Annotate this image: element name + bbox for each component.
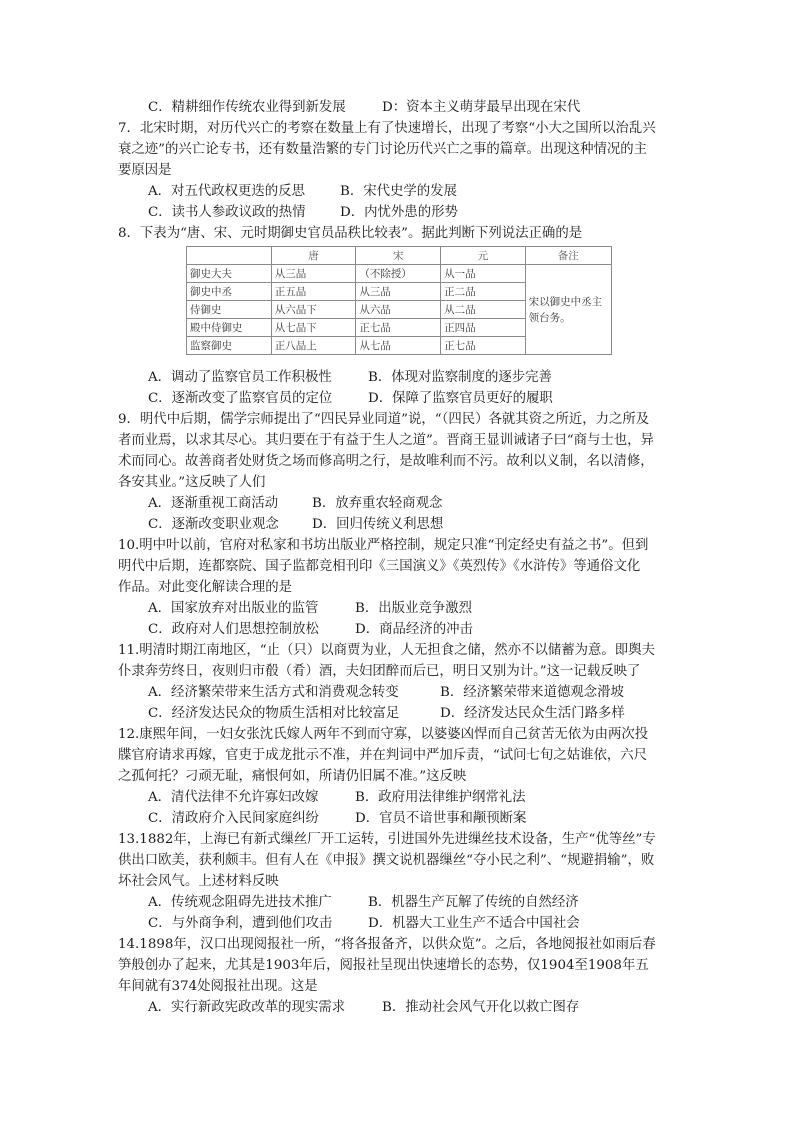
q10-option-B: B．出版业竞争激烈: [355, 601, 472, 616]
q10-option-C: C．政府对人们思想控制放松: [148, 622, 319, 637]
q9-stem-line: 术而同心。故善商者处财货之场而修高明之行，是故唯利而不污。故利以义制，名以清修，: [118, 454, 654, 469]
q11-option-A: A．经济繁荣带来生活方式和消费观念转变: [148, 685, 399, 700]
q7-stem-line: 7．北宋时期，对历代兴亡的考察在数量上有了快速增长，出现了考察“小大之国所以治乱兴: [118, 121, 656, 136]
table-header: 备注: [525, 247, 611, 265]
table-cell: 正四品: [441, 319, 526, 337]
table-cell: 从七品下: [271, 319, 356, 337]
q7-option-B: B．宋代史学的发展: [340, 184, 457, 199]
q9-stem-line: 9．明代中后期，儒学宗师提出了“四民异业同道”说，“（四民）各就其资之所近，力之所及: [118, 412, 650, 427]
q12-stem-line: 12.康熙年间，一妇女张沈氏嫁人两年不到而守寡，以婆婆凶悍而自己贫苦无依为由两次投: [118, 727, 649, 742]
q7-option-C: C．读书人参政议政的热情: [148, 205, 306, 220]
table-cell: 从六品下: [271, 301, 356, 319]
table-cell: 侍御史: [187, 301, 272, 319]
q13-stem-line: 13.1882年，上海已有新式缫丝厂开工运转，引进国外先进缫丝技术设备，生产“优等丝”专: [118, 832, 656, 847]
q14-stem-line: 笋般创办了起来，尤其是1903年后，阅报社呈现出快速增长的态势，仅1904至1908年五: [118, 958, 649, 973]
table-header: [187, 247, 272, 265]
table-cell: （不除授）: [356, 265, 441, 283]
q11-option-C: C．经济发达民众的物质生活相对比较富足: [148, 706, 400, 721]
table-cell: 正五品: [271, 283, 356, 301]
table-note: 宋以御史中丞主领台务。: [525, 265, 611, 355]
q12-option-C: C．清政府介入民间家庭纠纷: [148, 811, 319, 826]
q9-option-A: A．逐渐重视工商活动: [148, 496, 279, 511]
q11-stem-line: 仆隶奔劳终日，夜则归市殽（肴）酒，夫妇团醉而后已，明日又别为计。”这一记载反映了: [118, 664, 641, 679]
q7-stem-line: 衰之迹”的兴亡论专书，还有数量浩繁的专门讨论历代兴亡之事的篇章。出现这种情况的主: [118, 142, 648, 157]
q14-stem-line: 年间就有374处阅报社出现。这是: [118, 979, 318, 994]
q14-option-B: B．推动社会风气开化以救亡图存: [382, 1000, 580, 1015]
q7-option-D: D．内忧外患的形势: [340, 205, 458, 220]
q14-option-A: A．实行新政宪政改革的现实需求: [148, 1000, 346, 1015]
q12-option-A: A．清代法律不允许寡妇改嫁: [148, 790, 319, 805]
q13-stem-line: 供出口欧美，获利颇丰。但有人在《申报》撰文说机器缫丝“夺小民之利”、“规避捐输”，败: [118, 853, 655, 868]
q12-stem-line: 之孤何托？刁顽无耻，痛恨何如，所请仍旧属不准。”这反映: [118, 769, 467, 784]
q8-option-D: D．保障了监察官员更好的履职: [368, 391, 553, 406]
table-header: 宋: [356, 247, 441, 265]
q13-option-C: C．与外商争利，遭到他们攻击: [148, 916, 333, 931]
q11-option-D: D．经济发达民众生活门路多样: [440, 706, 625, 721]
table-cell: 正八品上: [271, 337, 356, 355]
table-cell: 从三品: [271, 265, 356, 283]
table-cell: 从二品: [441, 301, 526, 319]
table-row: [187, 265, 612, 283]
q14-stem-line: 14.1898年，汉口出现阅报社一所，“将各报备齐，以供众览”。之后，各地阅报社如雨后春: [118, 937, 656, 952]
q7-option-A: A．对五代政权更迭的反思: [148, 184, 305, 199]
option-C: C．精耕细作传统农业得到新发展: [148, 100, 346, 115]
q10-option-A: A．国家放弃对出版业的监管: [148, 601, 319, 616]
q12-option-D: D．官员不谙世事和颟顸断案: [355, 811, 527, 826]
table-cell: 正七品: [441, 337, 526, 355]
table-cell: 正七品: [356, 319, 441, 337]
q9-option-B: B．放弃重农轻商观念: [312, 496, 443, 511]
table-cell: 御史中丞: [187, 283, 272, 301]
q13-stem-line: 坏社会风气。上述材料反映: [118, 874, 279, 889]
q8-option-A: A．调动了监察官员工作积极性: [148, 370, 332, 385]
q9-option-D: D．回归传统义利思想: [312, 517, 444, 532]
table-cell: 从六品: [356, 301, 441, 319]
q9-stem-line: 者而业焉，以求其尽心。其归要在于有益于生人之道”。晋商王显训诫诸子曰“商与士也，异: [118, 433, 654, 448]
q10-option-D: D．商品经济的冲击: [355, 622, 473, 637]
q12-stem-line: 牒官府请求再嫁，官吏于成龙批示不准，并在判词中严加斥责，“试问七旬之姑谁依，六尺: [118, 748, 648, 763]
table-cell: 从一品: [441, 265, 526, 283]
q10-stem-line: 作品。对此变化解读合理的是: [118, 580, 293, 595]
table-cell: 从三品: [356, 283, 441, 301]
q13-option-D: D．机器大工业生产不适合中国社会: [368, 916, 580, 931]
q8-option-C: C．逐渐改变了监察官员的定位: [148, 391, 333, 406]
q8-stem: 8．下表为“唐、宋、元时期御史官员品秩比较表”。据此判断下列说法正确的是: [118, 226, 583, 241]
q10-stem-line: 10.明中叶以前，官府对私家和书坊出版业严格控制，规定只准“刊定经史有益之书”。但到: [118, 538, 649, 553]
q13-option-B: B．机器生产瓦解了传统的自然经济: [368, 895, 579, 910]
q7-stem-line: 要原因是: [118, 163, 172, 178]
table-cell: 从七品: [356, 337, 441, 355]
q12-option-B: B．政府用法律维护纲常礼法: [355, 790, 526, 805]
q9-stem-line: 各安其业。”这反映了人们: [118, 475, 266, 490]
table-cell: 御史大夫: [187, 265, 272, 283]
rank-comparison-table: [186, 246, 612, 355]
table-cell: 监察御史: [187, 337, 272, 355]
q10-stem-line: 明代中后期，连都察院、国子监都竞相刊印《三国演义》《英烈传》《水浒传》等通俗文化: [118, 559, 641, 574]
table-header: 唐: [271, 247, 356, 265]
q9-option-C: C．逐渐改变职业观念: [148, 517, 279, 532]
table-cell: 殿中侍御史: [187, 319, 272, 337]
q13-option-A: A．传统观念阻碍先进技术推广: [148, 895, 332, 910]
q11-stem-line: 11.明清时期江南地区，“止（只）以商贾为业，人无担食之储，然亦不以储蓄为意。即舆夫: [118, 643, 655, 658]
table-cell: 正二品: [441, 283, 526, 301]
table-header: 元: [441, 247, 526, 265]
q8-option-B: B．体现对监察制度的逐步完善: [368, 370, 552, 385]
option-D: D：资本主义萌芽最早出现在宋代: [382, 100, 581, 115]
q11-option-B: B．经济繁荣带来道德观念滑坡: [440, 685, 624, 700]
